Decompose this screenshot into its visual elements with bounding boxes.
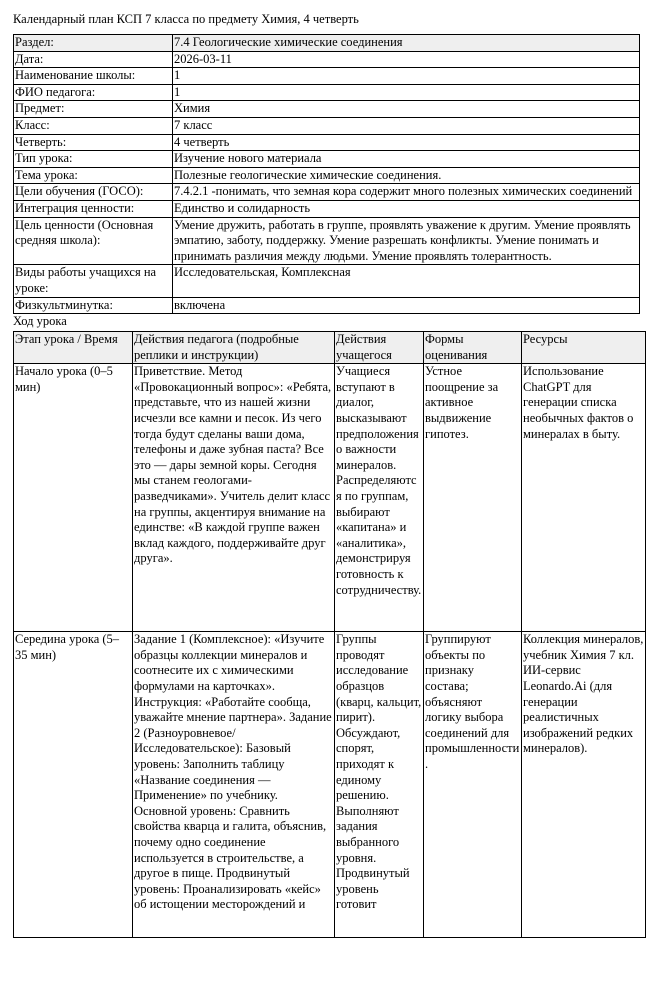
info-value: Химия	[173, 101, 640, 118]
info-value: 4 четверть	[173, 134, 640, 151]
info-row-date	[14, 51, 640, 68]
info-value: Умение дружить, работать в группе, проявлять уважение к другим. Умение проявлять эмпатию, заботу, поддержку. Умение разрешать конфликты. Умение понимать и принимать различия между людьми. Умение проявлять толерантность.	[173, 217, 640, 265]
info-value: 7.4.2.1 -понимать, что земная кора содержит много полезных химических соединений	[173, 184, 640, 201]
info-key: Цель ценности (Основная средняя школа):	[14, 217, 173, 265]
info-key: Раздел:	[14, 35, 173, 52]
cell-stage: Начало урока (0–5 мин)	[14, 364, 133, 632]
info-row-section	[14, 35, 640, 52]
cell-assessment: Устное поощрение за активное выдвижение гипотез.	[424, 364, 522, 632]
info-key: Интеграция ценности:	[14, 200, 173, 217]
info-key: Тема урока:	[14, 167, 173, 184]
info-key: Виды работы учащихся на уроке:	[14, 265, 173, 297]
lesson-row-start	[14, 364, 646, 632]
info-row-quarter	[14, 134, 640, 151]
info-row-value-integration	[14, 200, 640, 217]
info-value: 1	[173, 84, 640, 101]
info-value: Полезные геологические химические соединения.	[173, 167, 640, 184]
info-row-school	[14, 68, 640, 85]
info-key: Четверть:	[14, 134, 173, 151]
info-key: Предмет:	[14, 101, 173, 118]
info-key: Наименование школы:	[14, 68, 173, 85]
info-row-topic	[14, 167, 640, 184]
col-header-student: Действия учащегося	[335, 332, 424, 364]
cell-stage: Середина урока (5–35 мин)	[14, 632, 133, 938]
lesson-flow-table	[13, 331, 646, 938]
info-key: Класс:	[14, 117, 173, 134]
document-title: Календарный план КСП 7 класса по предмету Химия, 4 четверть	[13, 12, 359, 26]
cell-student: Группы проводят исследование образцов (кварц, кальцит, пирит). Обсуждают, спорят, приходят к единому решению. Выполняют задания выбранного уровня. Продвинутый уровень готовит	[335, 632, 424, 938]
info-row-subject	[14, 101, 640, 118]
cell-resources: Использование ChatGPT для генерации списка необычных фактов о минералах в быту.	[522, 364, 646, 632]
lesson-header-row	[14, 332, 646, 364]
info-row-value-goal	[14, 217, 640, 265]
document-page	[13, 12, 644, 938]
info-value: 7 класс	[173, 117, 640, 134]
section-title: Ход урока	[13, 314, 67, 329]
col-header-assessment: Формы оценивания	[424, 332, 522, 364]
info-key: Цели обучения (ГОСО):	[14, 184, 173, 201]
info-key: ФИО педагога:	[14, 84, 173, 101]
info-row-lesson-type	[14, 151, 640, 168]
info-value: Единство и солидарность	[173, 200, 640, 217]
info-value: 7.4 Геологические химические соединения	[173, 35, 640, 52]
info-row-grade	[14, 117, 640, 134]
info-row-objectives	[14, 184, 640, 201]
cell-teacher: Задание 1 (Комплексное): «Изучите образцы коллекции минералов и соотнесите их с химическими формулами на карточках». Инструкция: «Работайте сообща, уважайте мнение партнера». Задание 2 (Разноуровневое/Исследовательское): Базовый уровень: Заполнить таблицу «Название соединения — Применение» по учебнику. Основной уровень: Сравнить свойства кварца и галита, объяснив, почему одно соединение используется в строительстве, а другое в пище. Продвинутый уровень: Проанализировать «кейс» об истощении месторождений и	[133, 632, 335, 938]
info-value: 1	[173, 68, 640, 85]
info-key: Физкультминутка:	[14, 297, 173, 314]
cell-teacher: Приветствие. Метод «Провокационный вопрос»: «Ребята, представьте, что из нашей жизни исчезли все камни и песок. Из чего тогда будут сделаны ваши дома, телефоны и даже зубная паста? Все это — дары земной коры. Сегодня мы станем геологами-разведчиками». Учитель делит класс на группы, акцентируя внимание на единстве: «В каждой группе важен вклад каждого, поддерживайте друг друга».	[133, 364, 335, 632]
info-value: 2026-03-11	[173, 51, 640, 68]
info-key: Дата:	[14, 51, 173, 68]
info-row-work-types	[14, 265, 640, 297]
col-header-resources: Ресурсы	[522, 332, 646, 364]
cell-resources: Коллекция минералов, учебник Химия 7 кл. ИИ-сервис Leonardo.Ai (для генерации реалистичных изображений редких минералов).	[522, 632, 646, 938]
lesson-info-table	[13, 34, 640, 314]
info-value: Исследовательская, Комплексная	[173, 265, 640, 297]
info-value: включена	[173, 297, 640, 314]
lesson-row-middle	[14, 632, 646, 938]
info-key: Тип урока:	[14, 151, 173, 168]
cell-student: Учащиеся вступают в диалог, высказывают предположения о важности минералов. Распределяются по группам, выбирают «капитана» и «аналитика», демонстрируя готовность к сотрудничеству.	[335, 364, 424, 632]
col-header-stage: Этап урока / Время	[14, 332, 133, 364]
info-row-exercise-break	[14, 297, 640, 314]
cell-assessment: Группируют объекты по признаку состава; объясняют логику выбора соединений для промышленности.	[424, 632, 522, 938]
info-value: Изучение нового материала	[173, 151, 640, 168]
info-row-teacher	[14, 84, 640, 101]
col-header-teacher: Действия педагога (подробные реплики и инструкции)	[133, 332, 335, 364]
